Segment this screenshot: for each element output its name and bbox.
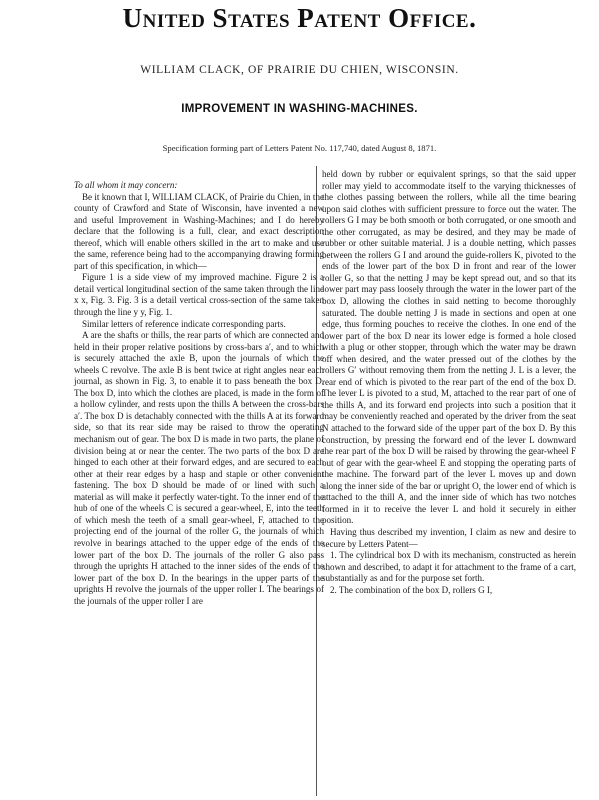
inventor-line: WILLIAM CLACK, OF PRAIRIE DU CHIEN, WISCONSIN. [140,64,459,76]
specification-line: Specification forming part of Letters Patent No. 117,740, dated August 8, 1871. [162,143,437,153]
paragraph-figures: Figure 1 is a side view of my improved machine. Figure 2 is a detail vertical longitudinal section of the same taken through the line x x, Fig. 3. Fig. 3 is a detail vertical cross-section of the same taken through the line y y, Fig. 1. [74,272,324,318]
paragraph-description: A are the shafts or thills, the rear parts of which are connected and held in their proper relative positions by cross-bars a′, and to which is securely attached the axle B, upon the journals of which the wheels C revolve. The axle B is bent twice at right angles near each journal, as shown in Fig. 3, to enable it to pass beneath the box D. The box D, into which the clothes are placed, is made in the form of a hollow cylinder, and rests upon the thills A between the cross-bars a′. The box D is detachably connected with the thills A at its forward side, so that its rear side may be raised to throw the operating mechanism out of gear. The box D is made in two parts, the plane of division being at or near the center. The two parts of the box D are hinged to each other at their forward edges, and are secured to each other at their rear edges by a hasp and staple or other convenient fastening. The box D should be made of or lined with such a material as will make it perfectly water-tight. To the inner end of the hub of one of the wheels C is secured a gear-wheel, E, into the teeth of which mesh the teeth of a small gear-wheel, F, attached to the projecting end of the journal of the roller G, the journals of which revolve in bearings attached to the upper edge of the ends of the lower part of the box D. The journals of the roller G also pass through the uprights H attached to the inner sides of the ends of the lower part of the box D. In the bearings in the upper parts of the uprights H revolve the journals of the upper roller I. The bearings of the journals of the upper roller I are [74,330,324,606]
paragraph-reference: Similar letters of reference indicate corresponding parts. [82,318,286,329]
office-title: United States Patent Office. [122,3,477,33]
paragraph-description-continued: held down by rubber or equivalent springs, so that the said upper roller may yield to accommodate itself to the varying thicknesses of the clothes passing between the rollers, while all the time bearing upon said clothes with sufficient pressure to force out the water. The rollers G I may be both smooth or both corrugated, or one smooth and the other corrugated, as may be desired, and they may be made of rubber or other suitable material. J is a double netting, which passes between the rollers G I and around the guide-rollers K, pivoted to the ends of the lower part of the box D in front and rear of the lower roller G, so that the netting J may be kept spread out, and so that its lower part may pass loosely through the water in the lower part of the box D, allowing the clothes in said netting to become thoroughly saturated. The double netting J is made in sections and open at one edge, thus forming pouches to receive the clothes. In one end of the lower part of the box D near its lower edge is formed a hole closed with a plug or other stopper, through which the water may be drawn off when desired, and the water pressed out of the clothes by the rollers G′ without removing them from the netting J. L is a lever, the rear end of which is pivoted to the rear part of the end of the box D. The lever L is pivoted to a stud, M, attached to the rear part of one of the thills A, and its forward end projects into such a position that it may be conveniently reached and operated by the driver from the seat N attached to the forward side of the upper part of the box D. By this construction, by pressing the forward end of the lever L downward the rear part of the box D will be raised by throwing the gear-wheel F out of gear with the gear-wheel E and stopping the operating parts of the machine. The forward part of the lever L moves up and down along the inner side of the bar or upright O, the lower end of which is attached to the thill A, and the inner side of which has two notches formed in it to receive the lever L and hold it securely in either position. [322,169,576,526]
paragraph-claim-intro: Having thus described my invention, I claim as new and desire to secure by Letters Patent— [322,526,576,549]
paragraph-claim-1: 1. The cylindrical box D with its mechanism, constructed as herein shown and described, to adapt it for attachment to the frame of a cart, substantially as and for the purpose set forth. [322,550,576,584]
salutation: To all whom it may concern: [74,180,178,190]
right-column [322,169,576,596]
left-column [74,180,324,607]
improvement-title: IMPROVEMENT IN WASHING-MACHINES. [181,103,418,115]
paragraph-intro: Be it known that I, WILLIAM CLACK, of Prairie du Chien, in the county of Crawford and State of Wisconsin, have invented a new and useful Improvement in Washing-Machines; and I do hereby declare that the following is a full, clear, and exact description thereof, which will enable others skilled in the art to make and use the same, reference being had to the accompanying drawing forming part of this specification, in which— [74,191,324,271]
paragraph-claim-2: 2. The combination of the box D, rollers G I, [330,584,493,595]
